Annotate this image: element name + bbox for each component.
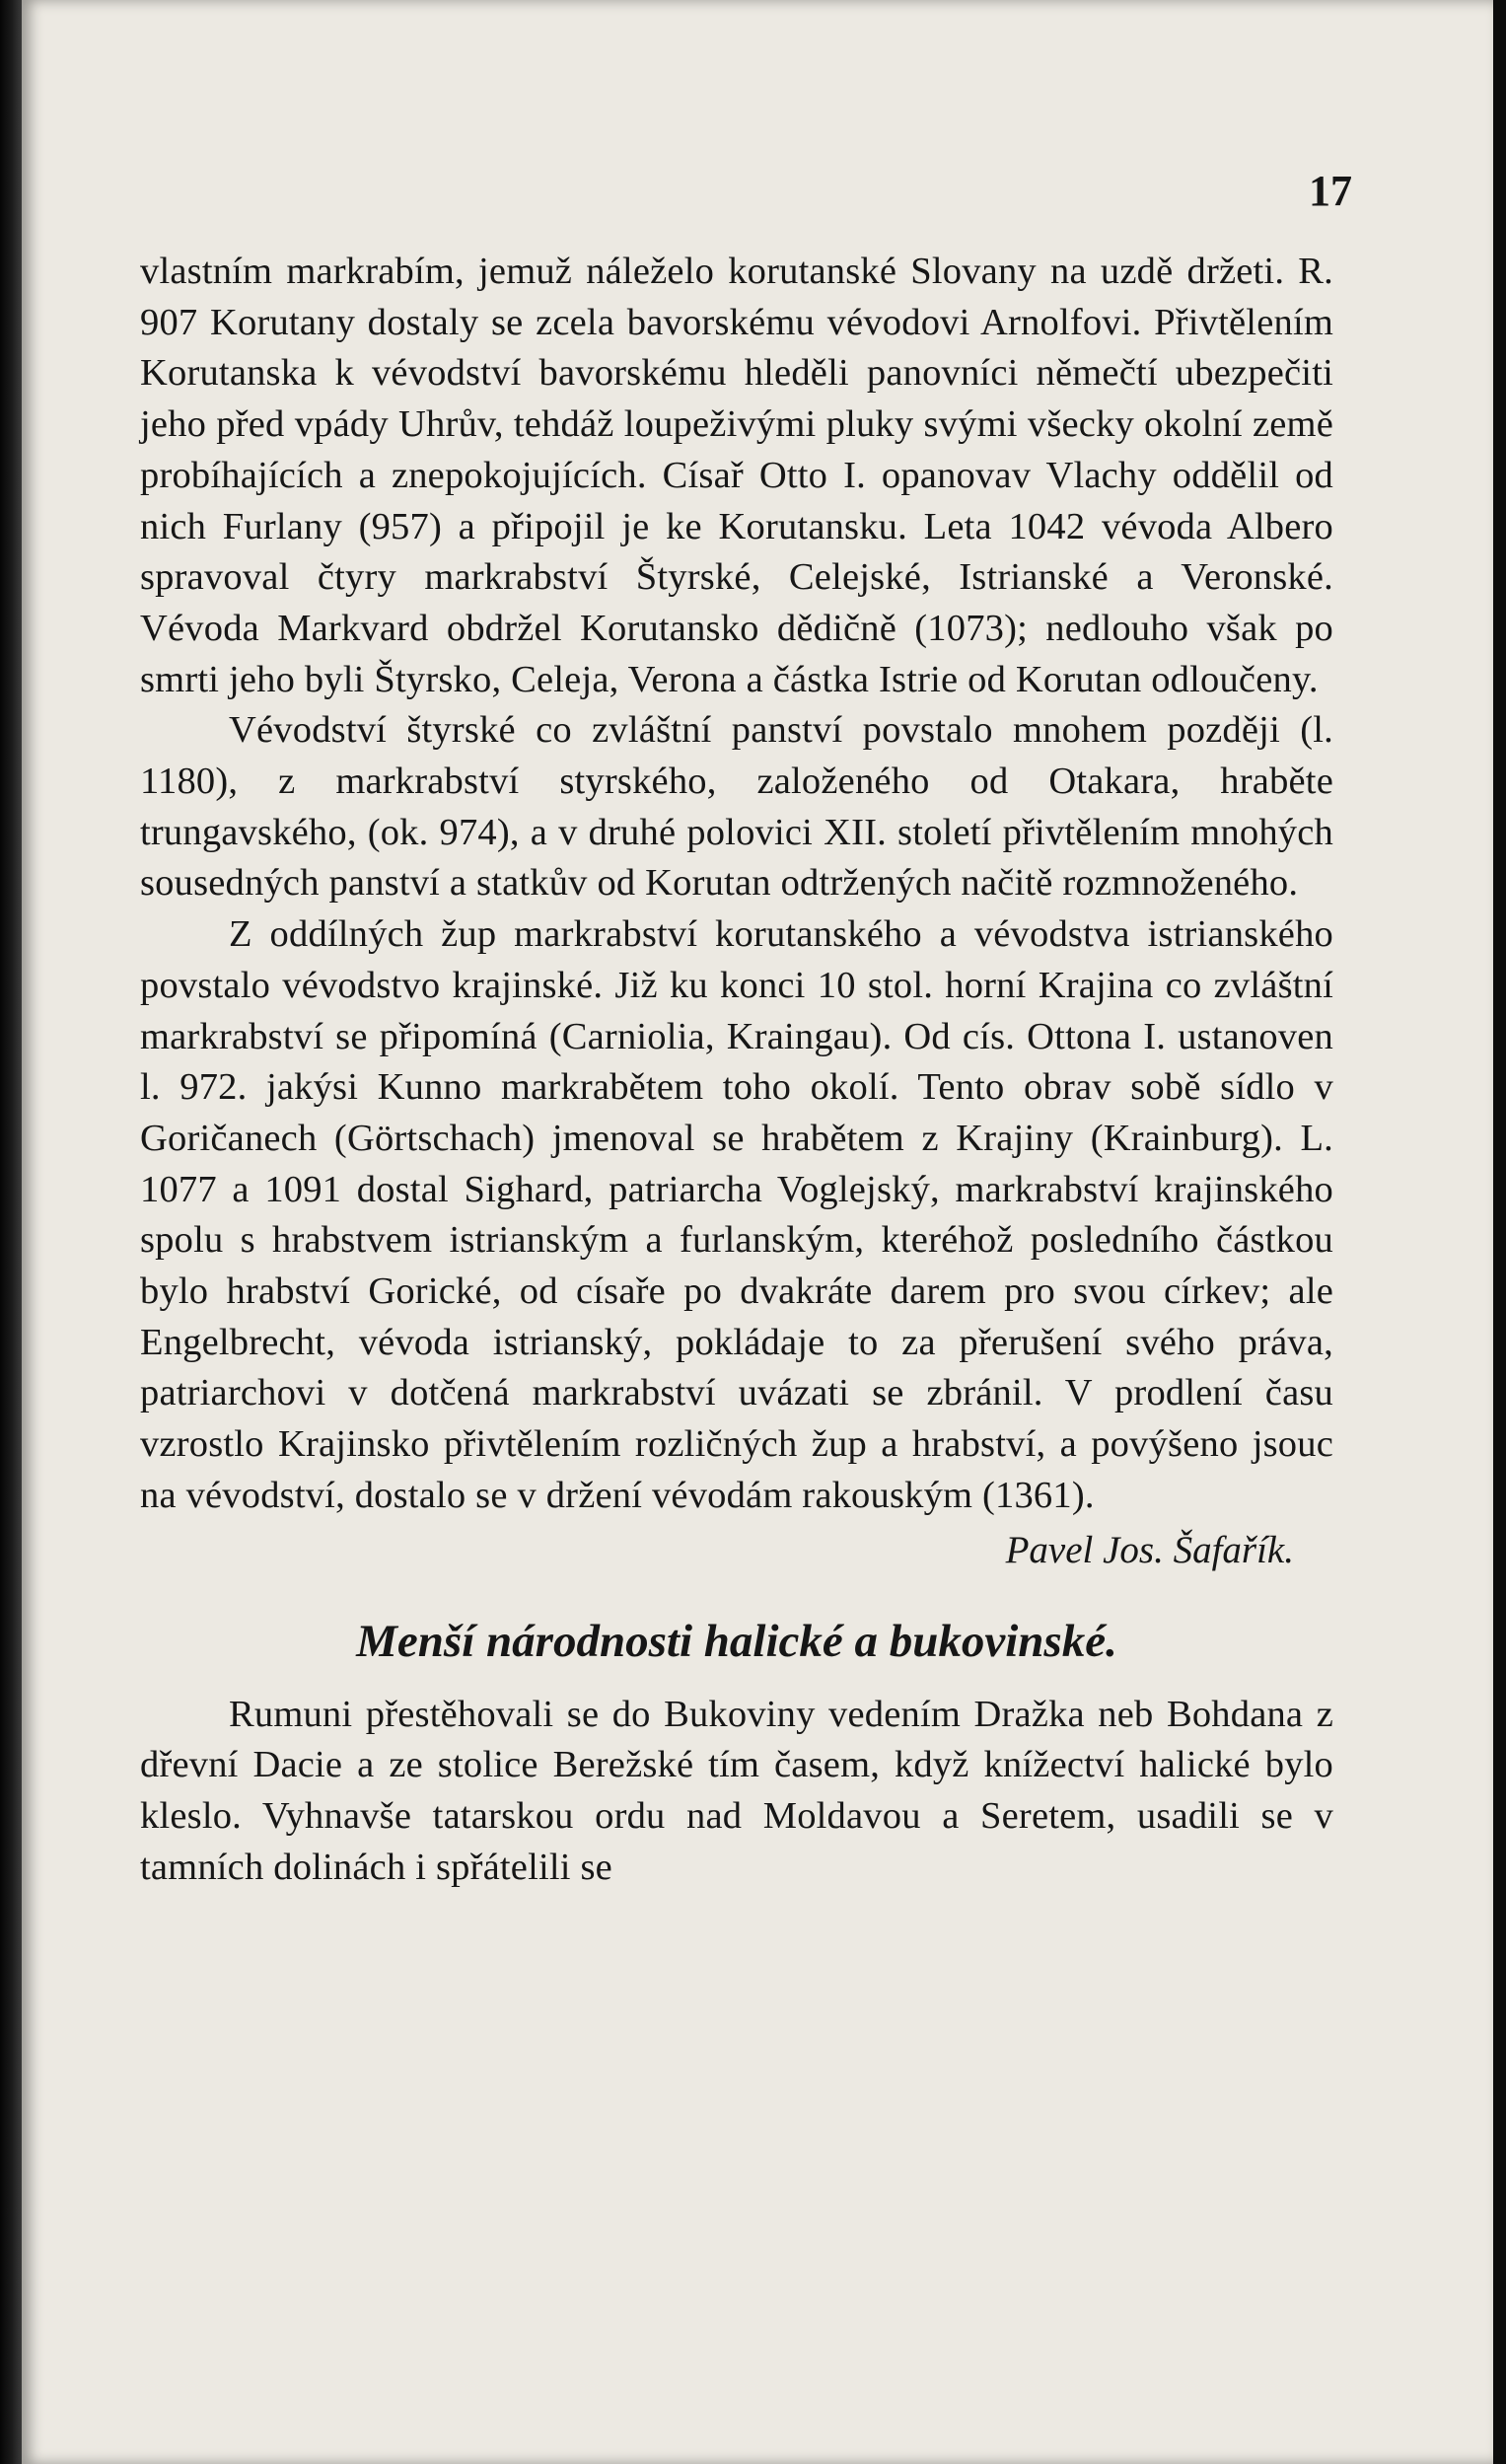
paragraph-korutany: vlastním markrabím, jemuž náleželo korutanské Slovany na uzdě držeti. R. 907 Korutany dostaly se zcela bavorskému vévodovi Arnolfovi. Přivtělením Korutanska k vévodství bavorskému hleděli panovníci němečtí ubezpečiti jeho před vpády Uhrův, tehdáž loupeživými pluky svými všecky okolní země probíhajících a znepokojujících. Císař Otto I. opanovav Vlachy oddělil od nich Furlany (957) a připojil je ke Korutansku. Leta 1042 vévoda Albero spravoval čtyry markrabství Štyrské, Celejské, Istrianské a Veronské. Vévoda Markvard obdržel Korutansko dědičně (1073); nedlouho však po smrti jeho byli Štyrsko, Celeja, Verona a částka Istrie od Korutan odloučeny. [140, 251, 1333, 700]
paragraph-krajina: Z oddílných žup markrabství korutanského a vévodstva istrianského povstalo vévodstvo krajinské. Již ku konci 10 stol. horní Krajina co zvláštní markrabství se připomíná (Carniolia, Kraingau). Od cís. Ottona I. ustanoven l. 972. jakýsi Kunno markrabětem toho okolí. Tento obrav sobě sídlo v Goričanech (Görtschach) jmenoval se hrabětem z Krajiny (Krainburg). L. 1077 a 1091 dostal Sighard, patriarcha Voglejský, markrabství krajinského spolu s hrabstvem istrianským a furlanským, kteréhož posledního částkou bylo hrabství Gorické, od císaře po dvakráte darem pro svou církev; ale Engelbrecht, vévoda istrianský, pokládaje to za přerušení svého práva, patriarchovi v dotčená markrabství uvázati se zbránil. V prodlení času vzrostlo Krajinsko přivtělením rozličných žup a hrabství, a povýšeno jsouc na vévodství, dostalo se v držení vévodám rakouským (1361). [140, 913, 1333, 1516]
page-number: 17 [1309, 167, 1352, 215]
paragraph-rumuni: Rumuni přestěhovali se do Bukoviny vedením Dražka neb Bohdana z dřevní Dacie a ze stolice Berežské tím časem, když knížectví halické bylo kleslo. Vyhnavše tatarskou ordu nad Moldavou a Seretem, usadili se v tamních dolinách i spřátelili se [140, 1693, 1333, 1888]
paragraph-styrsko: Vévodství štyrské co zvláštní panství povstalo mnohem později (l. 1180), z markrabství styrského, založeného od Otakara, hraběte trungavského, (ok. 974), a v druhé polovici XII. století přivtělením mnohých sousedných panství a statkův od Korutan odtržených načitě rozmnoženého. [140, 709, 1333, 905]
book-binding-edge [0, 0, 22, 2464]
author-signature: Pavel Jos. Šafařík. [1005, 1528, 1294, 1571]
page-text [140, 247, 1333, 1893]
section-heading: Menší národnosti halické a bukovinské. [356, 1615, 1117, 1667]
